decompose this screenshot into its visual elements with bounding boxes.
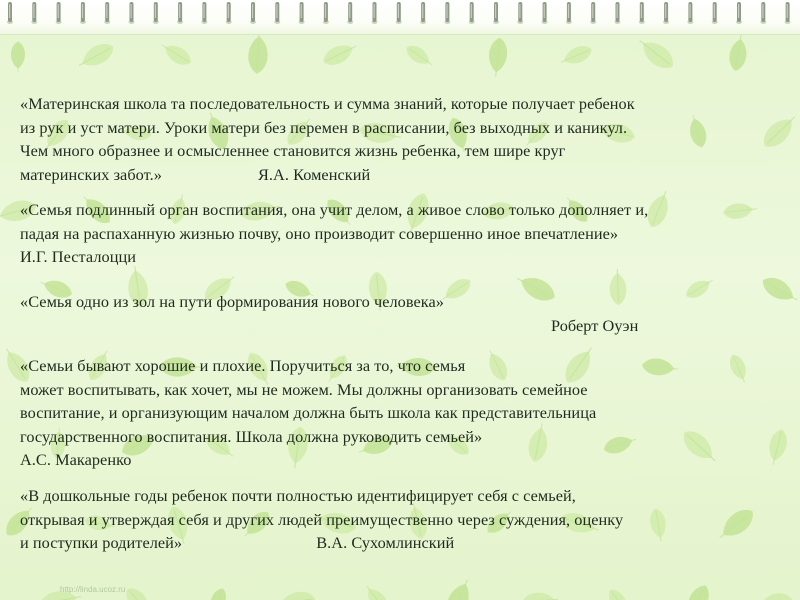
leaf-icon	[442, 576, 477, 600]
leaf-icon	[11, 41, 25, 72]
quote-pestalozzi	[20, 198, 790, 269]
binding-ring-icon	[444, 2, 450, 24]
leaf-icon	[487, 37, 509, 78]
quote-line: Чем много образнее и осмысленнее становится жизнь ребенка, тем шире круг	[20, 141, 566, 160]
quote-last-line	[20, 531, 790, 555]
quote-line: «Семья одно из зол на пути формирования нового человека»	[20, 292, 444, 311]
quote-makarenko	[20, 354, 790, 472]
binding-ring-icon	[7, 2, 13, 24]
quote-comenius	[20, 92, 790, 186]
leaf-icon	[605, 586, 634, 600]
quote-author: А.С. Макаренко	[20, 450, 132, 469]
quote-line: открывая и утверждая себя и других людей преимущественно через суждения, оценку	[20, 509, 624, 529]
quote-sukhomlinsky	[20, 484, 790, 555]
binding-ring-icon	[104, 2, 110, 24]
quote-author-line	[20, 314, 790, 338]
quote-author: В.А. Сухомлинский	[316, 533, 455, 552]
leaf-icon	[361, 582, 393, 600]
quote-owen	[20, 290, 790, 337]
quote-line: государственного воспитания. Школа должна руководить семьей»	[20, 426, 483, 446]
binding-ring-icon	[590, 2, 596, 24]
binding-ring-icon	[615, 2, 621, 24]
leaf-icon	[634, 33, 679, 74]
watermark: http://linda.ucoz.ru	[60, 585, 126, 594]
quote-author: Я.А. Коменский	[258, 164, 371, 184]
binding-ring-icon	[80, 2, 86, 24]
leaf-icon	[275, 590, 316, 600]
binding-ring-icon	[760, 2, 766, 24]
quote-line: может воспитывать, как хочет, мы не можем. Мы должны организовать семейное	[20, 379, 588, 399]
quote-last-line	[20, 163, 790, 187]
quote-line: материнских забот.»	[20, 164, 162, 184]
binding-ring-icon	[226, 2, 232, 24]
binding-ring-icon	[469, 2, 475, 24]
leaf-icon	[247, 31, 268, 74]
leaf-icon	[680, 581, 714, 600]
leaf-icon	[521, 591, 559, 600]
binding-ring-icon	[785, 2, 791, 24]
quote-line: падая на распаханную жизнью почву, оно производит совершенно иное впечатление»	[20, 223, 619, 243]
binding-ring-icon	[712, 2, 718, 24]
leaf-icon	[75, 39, 118, 74]
binding-ring-icon	[566, 2, 572, 24]
leaf-icon	[205, 586, 229, 600]
binding-ring-icon	[201, 2, 207, 24]
binding-ring-icon	[420, 2, 426, 24]
binding-ring-icon	[736, 2, 742, 24]
binding-ring-icon	[493, 2, 499, 24]
binding-ring-icon	[372, 2, 378, 24]
binding-ring-icon	[274, 2, 280, 24]
quote-line: воспитание, и организующим началом должна быть школа как представительница	[20, 403, 597, 422]
binding-ring-icon	[396, 2, 402, 24]
leaf-icon	[121, 583, 157, 600]
leaf-icon	[558, 42, 595, 69]
quote-line: «В дошкольные годы ребенок почти полностью идентифицирует себя с семьей,	[20, 486, 576, 505]
binding-ring-icon	[687, 2, 693, 24]
binding-ring-icon	[56, 2, 62, 24]
binding-ring-icon	[250, 2, 256, 24]
leaf-icon	[158, 39, 195, 70]
binding-ring-icon	[153, 2, 159, 24]
binding-ring-icon	[347, 2, 353, 24]
leaf-icon	[727, 34, 749, 73]
binding-ring-icon	[31, 2, 37, 24]
binding-ring-icon	[639, 2, 645, 24]
binding-ring-icon	[517, 2, 523, 24]
leaf-icon	[320, 39, 360, 70]
leaf-icon	[403, 41, 436, 70]
binding-ring-icon	[323, 2, 329, 24]
binding-rings	[0, 0, 800, 30]
quote-line: «Семья подлинный орган воспитания, она учит делом, а живое слово только дополняет и,	[20, 200, 649, 219]
quote-line: «Материнская школа та последовательность и сумма знаний, которые получает ребенок	[20, 94, 635, 113]
binding-ring-icon	[129, 2, 135, 24]
binding-ring-icon	[542, 2, 548, 24]
quote-line: из рук и уст матери. Уроки матери без перемен в расписании, без выходных и каникул.	[20, 117, 628, 137]
quote-author: Роберт Оуэн	[551, 315, 639, 335]
quote-line: «Семьи бывают хорошие и плохие. Поручиться за то, что семья	[20, 356, 466, 375]
leaf-icon	[759, 593, 793, 600]
quote-author: И.Г. Песталоцци	[20, 247, 136, 266]
binding-ring-icon	[177, 2, 183, 24]
quote-line: и поступки родителей»	[20, 533, 183, 552]
spiral-binding	[0, 0, 800, 35]
binding-ring-icon	[663, 2, 669, 24]
binding-ring-icon	[299, 2, 305, 24]
